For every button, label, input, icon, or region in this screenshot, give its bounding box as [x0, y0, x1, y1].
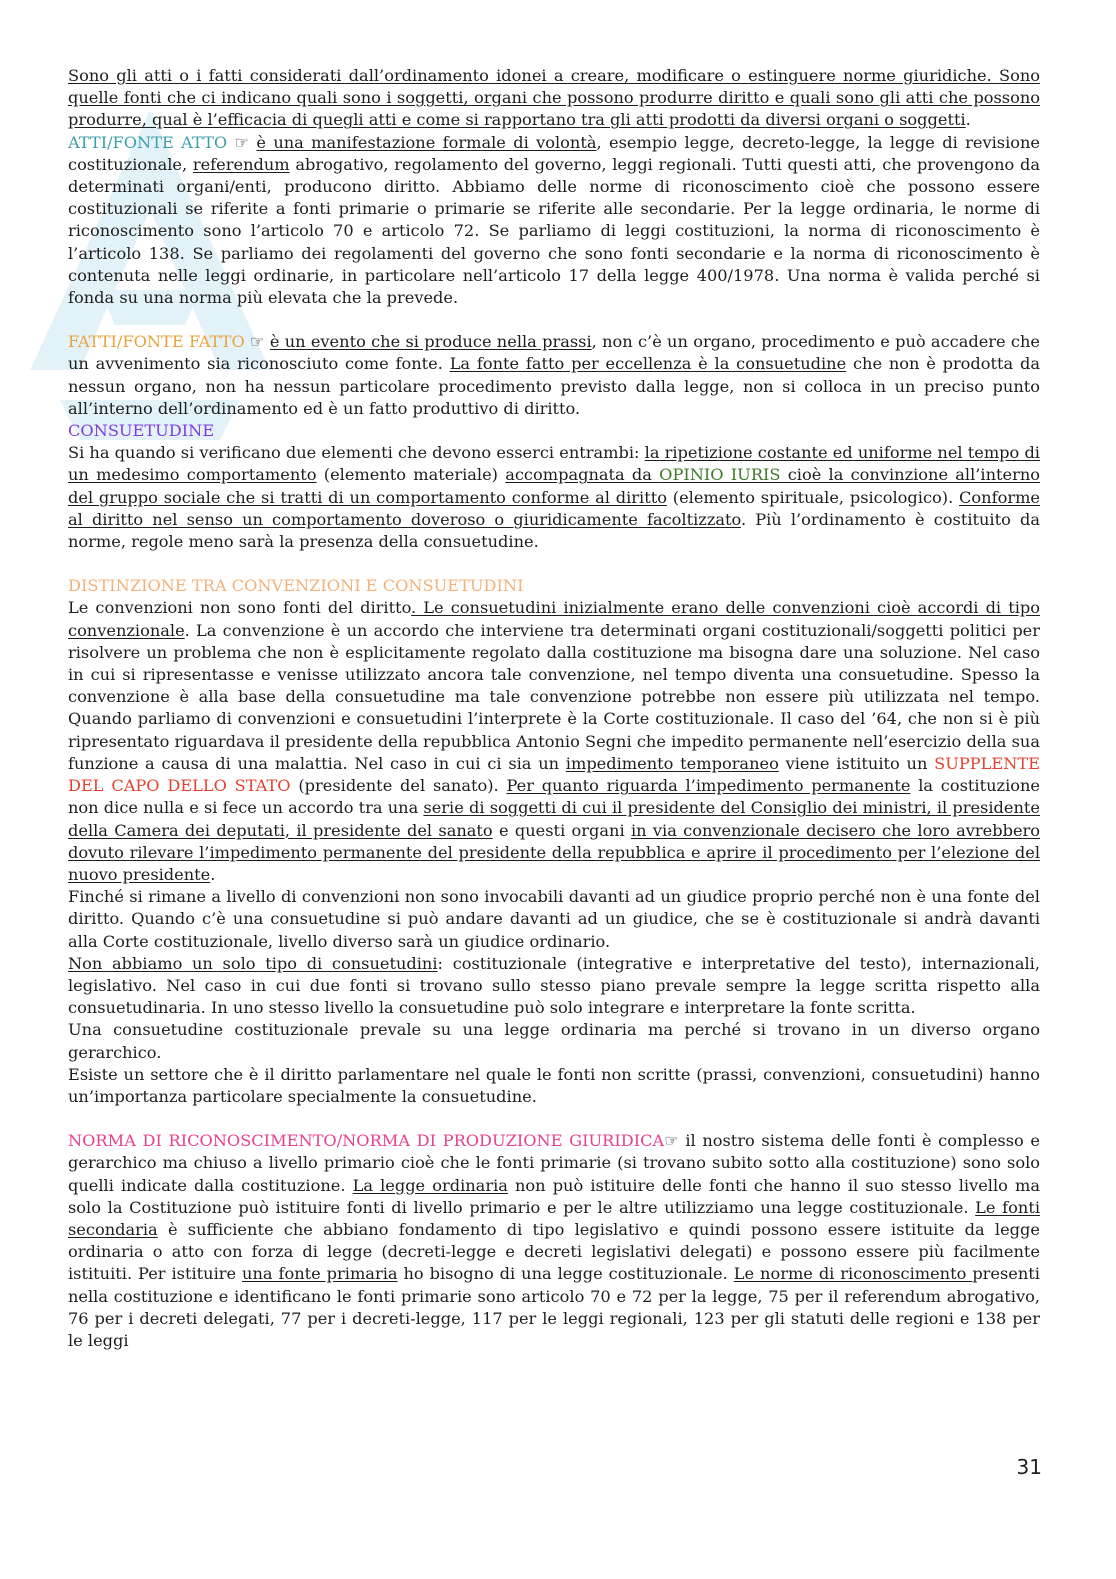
distinzione-paragraph: Le convenzioni non sono fonti del diritto. Le consuetudini inizialmente erano delle convenzioni cioè accordi di tipo convenzionale. La convenzione è un accordo che interviene tra determinati organi costituzionali/soggetti politici per risolvere un problema che non è esplicitamente regolato dalla costituzione ma bisogna dare una soluzione. Nel caso in cui si ripresentasse e venisse utilizzato ancora tale convenzione, nel tempo diventa una consuetudine. Spesso la convenzione è alla base della consuetudine ma tale convenzione potrebbe non essere più utilizzata nel tempo. Quando parliamo di convenzioni e consuetudini l’interprete è la Corte costituzionale. Il caso del ’64, che non si è più ripresentato riguardava il presidente della repubblica Antonio Segni che impedito permanente nell’esercizio della sua funzione a causa di una malattia. Nel caso in cui ci sia un impedimento temporaneo viene istituito un SUPPLENTE DEL CAPO DELLO STATO (presidente del sanato). Per quanto riguarda l’impedimento permanente la costituzione non dice nulla e si fece un accordo tra una serie di soggetti di cui il presidente del Consiglio dei ministri, il presidente della Camera dei deputati, il presidente del sanato e questi organi in via convenzionale decisero che loro avrebbero dovuto rilevare l’impedimento permanente del presidente della repubblica e aprire il procedimento per l’elezione del nuovo presidente. — [68, 598, 1041, 884]
document-body — [68, 65, 1040, 1352]
page-number: 31 — [1016, 1455, 1042, 1479]
giudice-paragraph: Finché si rimane a livello di convenzioni non sono invocabili davanti ad un giudice proprio perché non è una fonte del diritto. Quando c’è una consuetudine si può andare davanti ad un giudice, che se è costituzionale si andrà davanti alla Corte costituzionale, livello diverso sarà un giudice ordinario. — [68, 887, 1040, 951]
consuetudine-paragraph: Si ha quando si verificano due elementi che devono esserci entrambi: la ripetizione costante ed uniforme nel tempo di un medesimo comportamento (elemento materiale) accompagnata da OPINIO IURIS cioè la convinzione all’interno del gruppo sociale che si tratti di un comportamento conforme al diritto (elemento spirituale, psicologico). Conforme al diritto nel senso un comportamento doveroso o giuridicamente facoltizzato. Più l’ordinamento è costituito da norme, regole meno sarà la presenza della consuetudine. — [68, 443, 1040, 552]
supplente-term: SUPPLENTE DEL CAPO DELLO STATO — [68, 753, 1040, 796]
consuetudine-heading: CONSUETUDINE — [68, 421, 215, 441]
distinzione-heading: DISTINZIONE TRA CONVENZIONI E CONSUETUDINI — [68, 576, 524, 596]
riconoscimento-heading: NORMA DI RICONOSCIMENTO/NORMA DI PRODUZIONE GIURIDICA — [68, 1131, 665, 1151]
prevalenza-paragraph: Una consuetudine costituzionale prevale su una legge ordinaria ma perché si trovano in un diverso organo gerarchico. — [68, 1020, 1040, 1062]
intro-paragraph: Sono gli atti o i fatti considerati dall’ordinamento idonei a creare, modificare o estinguere norme giuridiche. Sono quelle fonti che ci indicano quali sono i soggetti, organi che possono produrre diritto e quali sono gli atti che possono produrre, qual è l’efficacia di quegli atti e come si rapportano tra gli atti prodotti da diversi organi o soggetti. — [68, 66, 1040, 130]
pointing-hand-icon: ☞ — [244, 332, 270, 352]
pointing-hand-icon: ☞ — [227, 132, 257, 152]
pointing-hand-icon: ☞ — [664, 1131, 686, 1151]
atti-paragraph: ATTI/FONTE ATTO ☞ è una manifestazione formale di volontà, esempio legge, decreto-legge, la legge di revisione costituzionale, referendum abrogativo, regolamento del governo, leggi regionali. Tutti questi atti, che provengono da determinati organi/enti, producono diritto. Abbiamo delle norme di riconoscimento cioè che possono essere costituzionali se riferite a fonti primarie o primarie se riferite alle secondarie. Per la legge ordinaria, le norme di riconoscimento sono l’articolo 70 e articolo 72. Se parliamo di leggi costituzioni, la norma di riconoscimento è l’articolo 138. Se parliamo dei regolamenti del governo che sono fonti secondarie e la norma di riconoscimento è contenuta nelle leggi ordinarie, in particolare nell’articolo 17 della legge 400/1978. Una norma è valida perché si fonda su una norma più elevata che la prevede. — [68, 132, 1041, 308]
riconoscimento-paragraph: NORMA DI RICONOSCIMENTO/NORMA DI PRODUZIONE GIURIDICA☞ il nostro sistema delle fonti è complesso e gerarchico ma chiuso a livello primario cioè che le fonti primarie (si trovano subito sotto alla costituzione) sono solo quelli indicate dalla costituzione. La legge ordinaria non può istituire delle fonti che hanno il suo stesso livello ma solo la Costituzione può istituire fonti di livello primario e per le altre utilizziamo una legge costituzionale. Le fonti secondaria è sufficiente che abbiano fondamento di tipo legislativo e quindi possono essere istituite da legge ordinaria o atto con forza di legge (decreti-legge e decreti legislativi delegati) e possono essere più facilmente istituiti. Per istituire una fonte primaria ho bisogno di una legge costituzionale. Le norme di riconoscimento presenti nella costituzione e identificano le fonti primarie sono articolo 70 e 72 per la legge, 75 per il referendum abrogativo, 76 per i decreti delegati, 77 per i decreti-legge, 117 per le leggi regionali, 123 per gli statuti delle regioni e 138 per le leggi — [68, 1131, 1040, 1350]
fatti-paragraph: FATTI/FONTE FATTO ☞ è un evento che si produce nella prassi, non c’è un organo, procedimento e può accadere che un avvenimento sia riconosciuto come fonte. La fonte fatto per eccellenza è la consuetudine che non è prodotta da nessun organo, non ha nessun particolare procedimento previsto dalla legge, non si colloca in un preciso punto all’interno dell’ordinamento ed è un fatto produttivo di diritto. — [68, 332, 1040, 418]
fatti-heading: FATTI/FONTE FATTO — [68, 332, 245, 352]
opinio-iuris-term: OPINIO IURIS — [659, 465, 781, 485]
atti-heading: ATTI/FONTE ATTO — [68, 132, 228, 152]
tipi-paragraph: Non abbiamo un solo tipo di consuetudini: costituzionale (integrative e interpretative del testo), internazionali, legislativo. Nel caso in cui due fonti si trovano sullo stesso piano prevale sempre la legge scritta rispetto alla consuetudinaria. In uno stesso livello la consuetudine può solo integrare e interpretare la fonte scritta. — [68, 953, 1040, 1018]
parlamentare-paragraph: Esiste un settore che è il diritto parlamentare nel quale le fonti non scritte (prassi, convenzioni, consuetudini) hanno un’importanza particolare specialmente la consuetudine. — [68, 1064, 1040, 1106]
